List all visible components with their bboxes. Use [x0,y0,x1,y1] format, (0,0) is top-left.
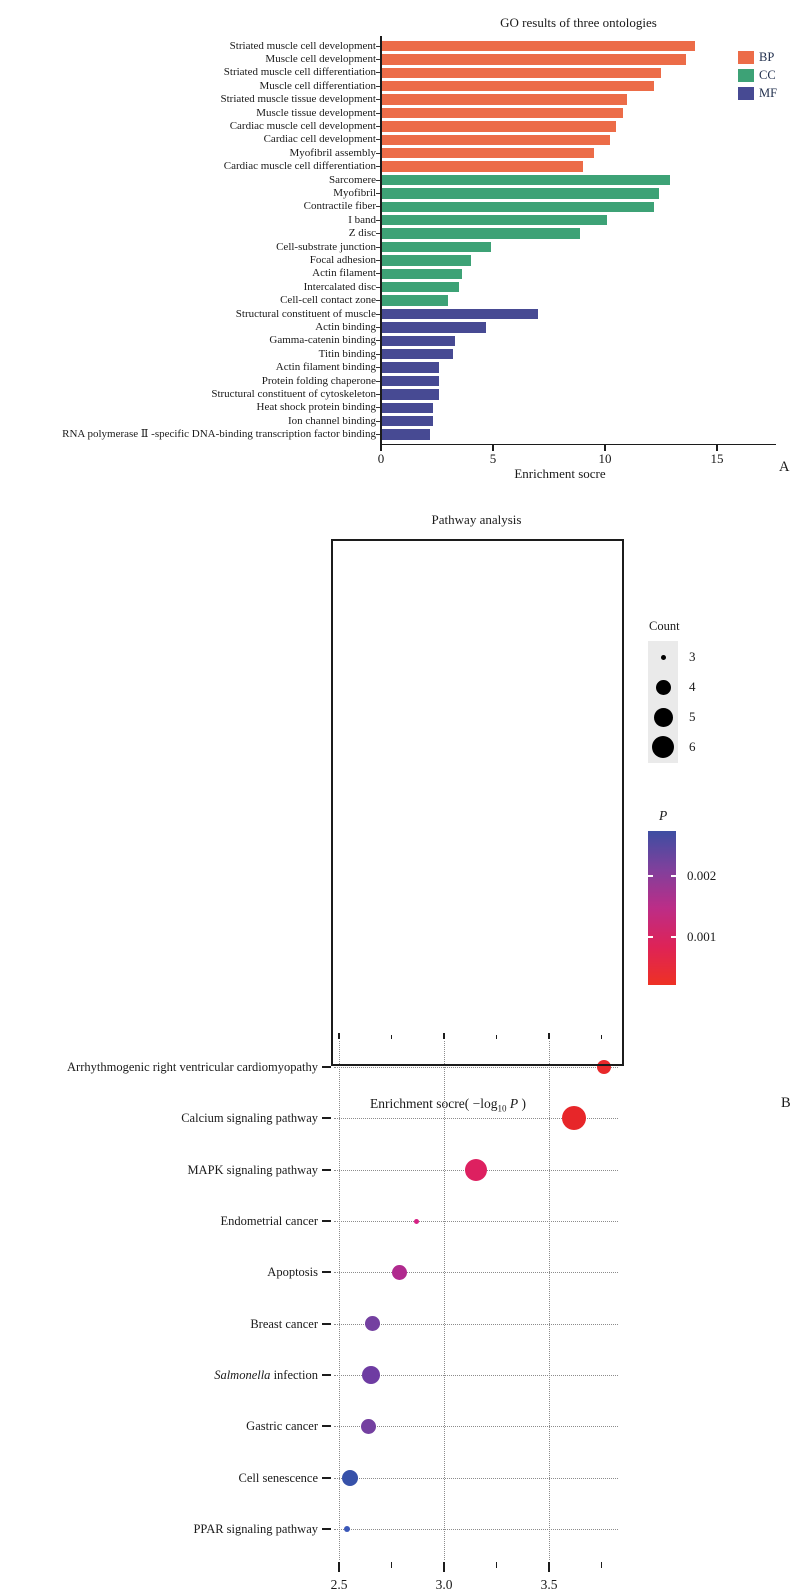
bar [381,202,654,213]
go-x-axis-label: Enrichment socre [514,466,606,481]
bar-label: Cardiac muscle cell development [229,119,376,132]
bar-label: Muscle tissue development [256,106,376,119]
horizontal-gridline [334,1272,618,1273]
x-tick-label: 0 [377,451,385,466]
bar [381,336,455,347]
bar-label: Striated muscle cell differentiation [223,66,376,79]
p-legend-tick-label: 0.001 [687,929,717,945]
bar [381,416,433,427]
x-tick-label: 2.5 [330,1577,348,1592]
legend-item-cc [738,66,777,84]
go-y-axis-line [380,36,382,444]
count-legend-title: Count [649,619,680,633]
bar-label: Cardiac cell development [263,133,376,146]
x-axis-tick-minor [496,1562,498,1568]
bubble-row-label: Cell senescence [238,1470,318,1485]
horizontal-gridline [334,1221,618,1222]
y-axis-tick [322,1323,331,1325]
bar-label: Myofibril assembly [289,146,376,159]
bar [381,228,580,239]
p-legend-tick-label: 0.002 [687,867,717,883]
bubble-row-label: PPAR signaling pathway [193,1522,318,1537]
bar-label: I band [348,213,376,226]
legend-item-mf [738,84,777,102]
bar [381,161,583,172]
go-legend [738,48,777,102]
bubble-row-label: Calcium signaling pathway [181,1111,318,1126]
x-axis-tick-major [338,1562,340,1572]
count-legend-value: 4 [689,679,696,694]
bar-label: RNA polymerase Ⅱ -specific DNA-binding transcription factor binding [62,428,376,441]
legend-swatch [738,87,754,100]
y-axis-tick [322,1066,331,1068]
bar-label: Striated muscle tissue development [220,93,376,106]
bar-label: Titin binding [318,347,376,360]
x-axis-tick-minor [601,1562,603,1568]
pathway-plot-frame [331,539,624,1066]
bubble [344,1526,350,1532]
bubble-row-label: Endometrial cancer [220,1214,318,1228]
bar [381,309,538,320]
bar-label: Actin filament [312,267,376,280]
horizontal-gridline [334,1478,618,1479]
bar [381,255,471,266]
bar [381,242,491,253]
p-legend-tick-mark-left [648,875,653,877]
x-tick-label: 10 [598,451,612,466]
count-legend-value: 6 [689,739,696,754]
y-axis-tick [322,1477,331,1479]
bar-label: Intercalated disc [303,280,376,293]
bar [381,148,594,159]
x-tick-label: 15 [710,451,724,466]
bar-label: Focal adhesion [309,253,376,266]
bar [381,68,661,79]
bar [381,295,448,306]
p-legend-tick-mark-left [648,936,653,938]
y-axis-tick [322,1425,331,1427]
bubble [392,1265,407,1280]
bar [381,349,453,360]
bubble [414,1219,419,1224]
y-axis-tick [322,1117,331,1119]
y-axis-tick [322,1220,331,1222]
bubble [362,1366,380,1384]
count-legend-dot [656,680,671,695]
x-tick-label: 3.0 [435,1577,453,1592]
p-legend-colorbar [648,831,676,985]
bubble-row-label: MAPK signaling pathway [187,1162,318,1177]
bar-label: Cell-substrate junction [276,240,376,253]
bar [381,94,627,105]
bar [381,269,462,280]
bubble [342,1470,358,1486]
bar [381,175,670,186]
bubble-row-label: Arrhythmogenic right ventricular cardiomyopathy [67,1060,318,1074]
pathway-chart-title: Pathway analysis [431,512,522,527]
count-legend-value: 3 [689,649,696,664]
go-chart-title: GO results of three ontologies [500,15,657,30]
bar [381,81,654,92]
bar [381,41,695,52]
legend-item-bp [738,48,777,66]
legend-label: CC [759,67,776,82]
bar-label: Z disc [348,227,376,240]
bar [381,282,459,293]
bar-label: Protein folding chaperone [261,374,376,387]
bar-label: Actin binding [315,320,376,333]
x-axis-tick-major [548,1562,550,1572]
count-legend-dot [652,736,674,758]
bar [381,376,439,387]
bar [381,54,686,65]
bar-label: Ion channel binding [288,414,376,427]
y-axis-tick [322,1528,331,1530]
x-axis-tick-major [443,1562,445,1572]
y-axis-tick [322,1271,331,1273]
bar [381,389,439,400]
legend-swatch [738,69,754,82]
bubble-row-label: Gastric cancer [246,1419,318,1434]
p-legend-tick-mark-right [671,936,676,938]
pathway-x-axis-label: Enrichment socre( $-\log_{10}$ P ) [369,1096,527,1114]
bubble-row-label: Breast cancer [250,1316,318,1331]
bar [381,188,659,199]
bar-label: Cardiac muscle cell differentiation [223,160,376,173]
legend-label: MF [759,85,778,100]
bar [381,429,430,440]
count-legend-dot [654,708,673,727]
bar-label: Gamma-catenin binding [269,334,376,347]
bar [381,403,433,414]
bar-label: Sarcomere [328,173,376,186]
bubble [361,1419,376,1434]
y-axis-tick [322,1374,331,1376]
bar-label: Muscle cell differentiation [259,79,376,92]
x-axis-tick-minor [391,1562,393,1568]
p-legend-tick-mark-right [671,875,676,877]
bar [381,121,616,132]
bubble-row-label: Salmonella infection [214,1368,318,1383]
bubble [365,1316,380,1331]
bar-label: Structural constituent of cytoskeleton [211,387,376,400]
x-tick-label: 3.5 [540,1577,558,1592]
go-x-axis-line [380,444,776,446]
legend-swatch [738,51,754,64]
bar [381,135,610,146]
panel-b-label: B [781,1095,791,1111]
bar [381,322,486,333]
legend-label: BP [759,49,775,64]
p-legend-title: P [659,808,668,823]
bar-label: Heat shock protein binding [256,401,376,414]
bubble [465,1159,487,1181]
bar-label: Myofibril [333,186,376,199]
horizontal-gridline [334,1529,618,1530]
bar-label: Striated muscle cell development [229,39,376,52]
bar-label: Muscle cell development [265,52,376,65]
bar-label: Structural constituent of muscle [235,307,376,320]
bar [381,108,623,119]
bar [381,215,607,226]
bar-label: Contractile fiber [303,200,376,213]
horizontal-gridline [334,1067,618,1068]
bar-label: Actin filament binding [275,361,376,374]
horizontal-gridline [334,1426,618,1427]
y-axis-tick [322,1169,331,1171]
go-bar-chart [0,0,810,500]
count-legend-value: 5 [689,709,696,724]
x-tick-label: 5 [489,451,497,466]
bar [381,362,439,373]
bubble-row-label: Apoptosis [267,1265,318,1280]
panel-a-label: A [779,459,790,475]
bar-label: Cell-cell contact zone [280,294,376,307]
count-legend-dot [661,655,666,660]
